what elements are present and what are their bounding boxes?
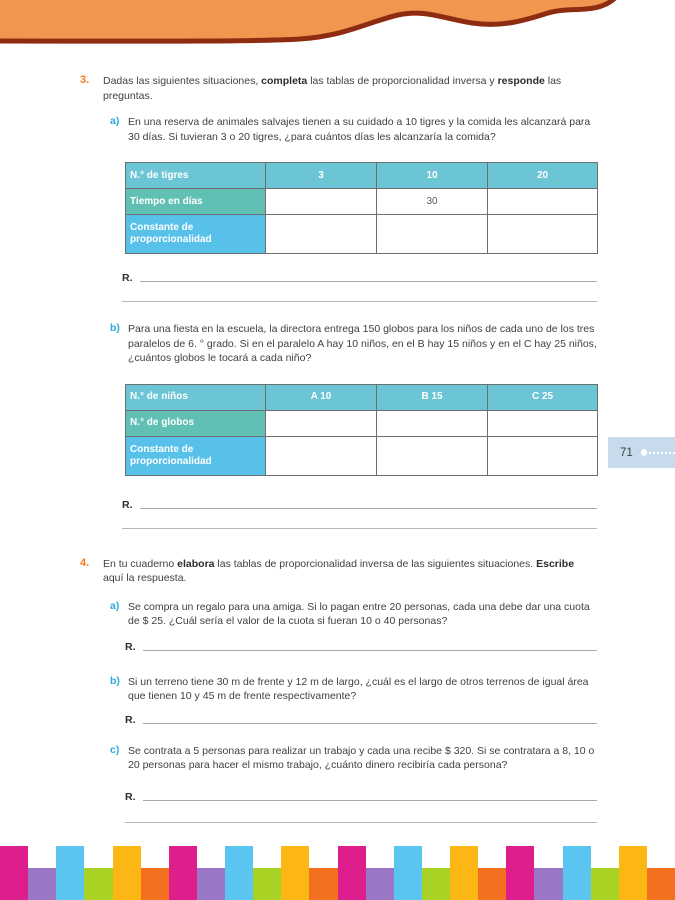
answer-label: R. [122, 498, 133, 511]
answer-rule-extra [125, 821, 597, 823]
footer-stripe [338, 846, 366, 900]
answer-rule [143, 723, 598, 724]
answer-rule [140, 508, 598, 509]
exercise-4a-text: Se compra un regalo para una amiga. Si lo pagan entre 20 personas, cada una debe dar una cuota de $ 25. ¿Cuál sería el valor de la cuota si fueran 10 o 40 personas? [128, 600, 590, 627]
table-row [126, 215, 598, 254]
page-content [80, 74, 597, 823]
footer-stripe [197, 868, 225, 900]
table-header-cell: A 10 [266, 384, 377, 410]
answer-line-3b [122, 497, 597, 511]
table-row [126, 384, 598, 410]
exercise-4 [80, 557, 597, 586]
exercise-3b-text: Para una fiesta en la escuela, la directora entrega 150 globos para los niños de cada uno de los tres paralelos de 6. ° grado. Si en el paralelo A hay 10 niños, en el B hay 15 niños y en el C hay 25 niños, ¿cuántos globos le tocará a cada niño? [128, 323, 597, 364]
table-row [126, 436, 598, 475]
table-cell [266, 410, 377, 436]
footer-stripe [113, 846, 141, 900]
answer-rule [143, 800, 598, 801]
table-cell [266, 436, 377, 475]
footer-stripe [28, 868, 56, 900]
footer-stripe [225, 846, 253, 900]
table-row [126, 189, 598, 215]
footer-stripe [281, 846, 309, 900]
footer-stripe [56, 846, 84, 900]
footer-stripe [450, 846, 478, 900]
exercise-4a [110, 600, 597, 629]
table-cell [266, 189, 377, 215]
answer-line-4a [125, 639, 597, 653]
exercise-4c-label: c) [110, 743, 120, 756]
table-cell [488, 189, 598, 215]
exercise-4-intro-bold-2: Escribe [536, 557, 575, 570]
footer-stripes [0, 846, 675, 900]
table-header-label: N.° de tigres [126, 163, 266, 189]
footer-stripe [647, 868, 675, 900]
table-cell [377, 436, 488, 475]
footer-stripe [394, 846, 422, 900]
page-badge-dotted-line [649, 452, 675, 454]
exercise-3-intro-text: las preguntas. [103, 75, 562, 102]
table-cell [377, 410, 488, 436]
exercise-3-intro-text: Dadas las siguientes situaciones, [103, 75, 262, 87]
exercise-4-number: 4. [80, 556, 90, 569]
exercise-4c-text: Se contrata a 5 personas para realizar un trabajo y cada una recibe $ 320. Si se contratara a 8, 10 o 20 personas para hacer el mismo trabajo, ¿cuánto dinero recibiría cada persona? [128, 744, 595, 771]
footer-stripe [0, 846, 28, 900]
answer-label: R. [125, 790, 136, 803]
footer-stripe [619, 846, 647, 900]
table-row-label: Constante de proporcionalidad [126, 436, 266, 475]
exercise-4b-label: b) [110, 674, 120, 687]
answer-label: R. [122, 272, 133, 284]
footer-stripe [478, 868, 506, 900]
exercise-3b-label: b) [110, 322, 120, 334]
exercise-4-intro [103, 557, 597, 586]
exercise-4c [110, 744, 597, 773]
table-cell: 30 [377, 189, 488, 215]
exercise-3a-label: a) [110, 115, 120, 127]
footer-stripe [506, 846, 534, 900]
table-row-label: Tiempo en días [126, 189, 266, 215]
exercise-3-intro-bold-2: responde [497, 75, 545, 87]
tigers-table [125, 162, 598, 254]
table-header-cell: C 25 [488, 384, 598, 410]
exercise-3a-text: En una reserva de animales salvajes tienen a su cuidado a 10 tigres y la comida les alcanzará para 30 días. Si tuvieran 3 o 20 tigres, ¿para cuántos días les alcanzaría la comida? [128, 116, 591, 143]
answer-rule [143, 650, 598, 651]
table-header-cell: B 15 [377, 384, 488, 410]
table-header-cell: 20 [488, 163, 598, 189]
table-cell [377, 215, 488, 254]
exercise-3-intro [103, 74, 597, 103]
page-badge-dot-icon [641, 449, 647, 456]
header-wave-decoration [0, 0, 675, 55]
answer-rule-extra [122, 300, 597, 302]
exercise-4b-text: Si un terreno tiene 30 m de frente y 12 m de largo, ¿cuál es el largo de otros terrenos de igual área que tienen 10 y 45 m de frente respectivamente? [128, 675, 589, 702]
table-header-cell: 3 [266, 163, 377, 189]
footer-stripe [141, 868, 169, 900]
page-number-badge [608, 437, 675, 468]
answer-label: R. [125, 713, 136, 726]
footer-stripe [591, 868, 619, 900]
footer-stripe [253, 868, 281, 900]
exercise-4-intro-text: las tablas de proporcionalidad inversa de las siguientes situaciones. [214, 557, 537, 570]
exercise-4-intro-bold-1: elabora [177, 557, 215, 570]
exercise-4-intro-text: En tu cuaderno [103, 557, 178, 570]
table-cell [488, 436, 598, 475]
table-cell [266, 215, 377, 254]
exercise-3-intro-text: las tablas de proporcionalidad inversa y [307, 75, 498, 87]
exercise-4-intro-text: aquí la respuesta. [103, 572, 187, 584]
table-header-cell: 10 [377, 163, 488, 189]
exercise-3b [110, 322, 597, 366]
table-header-label: N.° de niños [126, 384, 266, 410]
exercise-3a [110, 115, 597, 144]
exercise-4a-label: a) [110, 599, 120, 612]
footer-stripe [84, 868, 112, 900]
balloons-table [125, 384, 598, 476]
footer-stripe [534, 868, 562, 900]
answer-rule-extra [122, 527, 597, 529]
table-row [126, 410, 598, 436]
table-row-label: N.° de globos [126, 410, 266, 436]
page-number: 71 [620, 446, 633, 459]
answer-line-3a [122, 270, 597, 284]
footer-stripe [366, 868, 394, 900]
table-cell [488, 215, 598, 254]
answer-line-4c [125, 789, 597, 803]
answer-line-4b [125, 712, 597, 726]
footer-stripe [169, 846, 197, 900]
table-row [126, 163, 598, 189]
answer-label: R. [125, 640, 136, 653]
table-cell [488, 410, 598, 436]
exercise-3 [80, 74, 597, 103]
exercise-4b [110, 675, 597, 704]
exercise-3-number: 3. [80, 74, 90, 86]
answer-rule [140, 281, 598, 282]
exercise-3-intro-bold-1: completa [261, 75, 308, 87]
footer-stripe [422, 868, 450, 900]
table-row-label: Constante de proporcionalidad [126, 215, 266, 254]
footer-stripe [309, 868, 337, 900]
footer-stripe [563, 846, 591, 900]
